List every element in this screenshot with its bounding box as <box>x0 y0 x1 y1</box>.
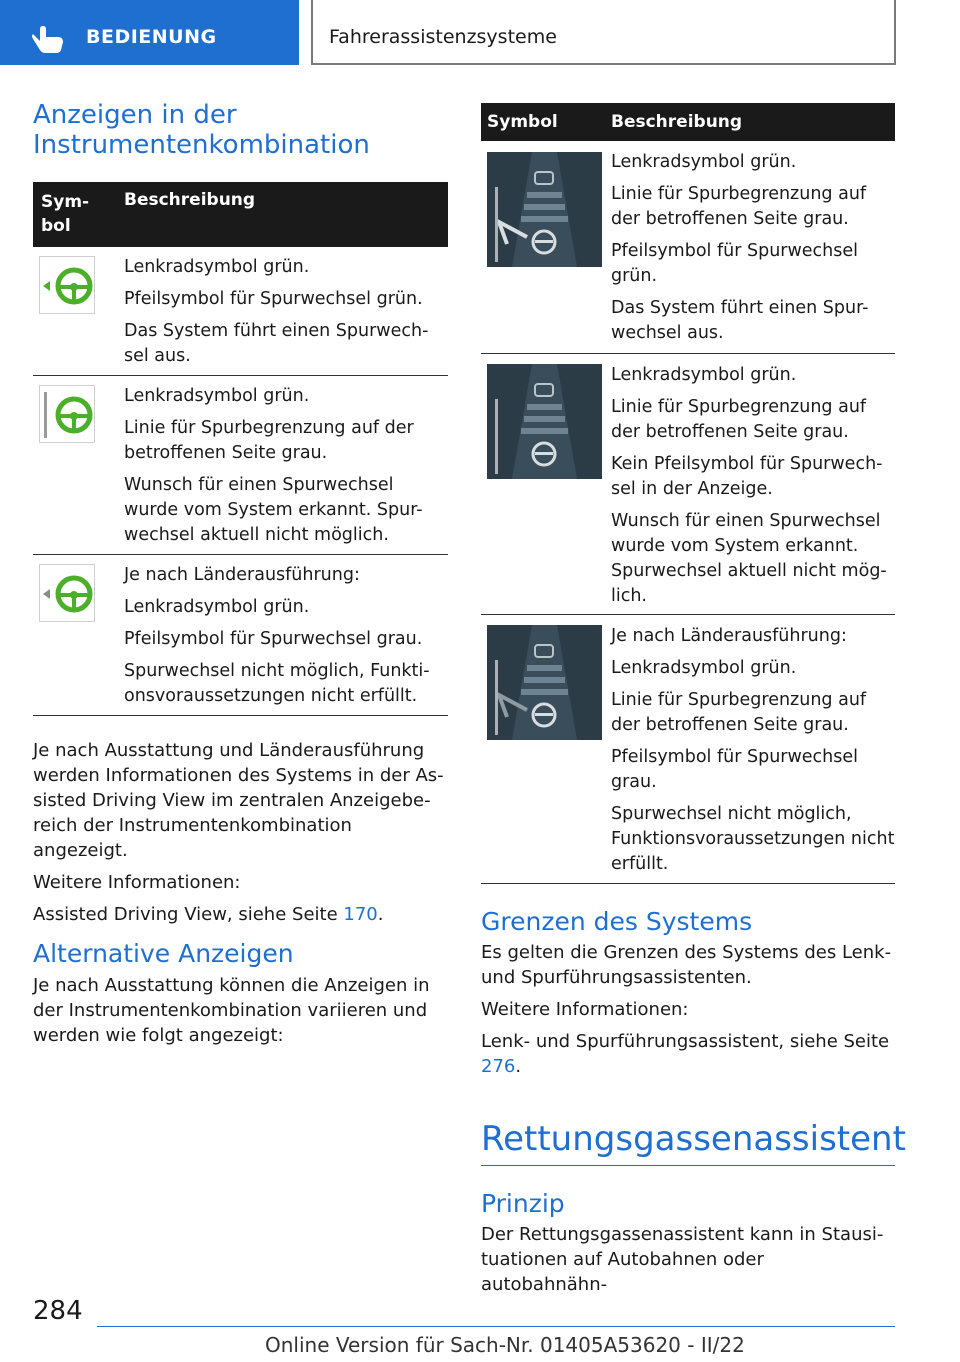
table-row: Lenkradsymbol grün. Linie für Spurbegrenzung auf der betroffenen Seite grau. Kein Pfeilsymbol für Spurwech-sel in der Anzeige. Wunsch für einen Spurwechsel wurde vom System erkannt. Spurwechsel aktuell nicht mög-lich. <box>481 354 895 615</box>
page-link[interactable]: 170 <box>343 904 378 925</box>
section-tab[interactable] <box>0 0 299 65</box>
subheading: Prinzip <box>481 1189 565 1218</box>
page-number: 284 <box>33 1296 83 1326</box>
table-row: Lenkradsymbol grün. Linie für Spurbegrenzung auf der betroffenen Seite grau. Wunsch für einen Spurwechsel wurde vom System erkannt. Spur-wechsel aktuell nicht möglich. <box>33 376 448 555</box>
paragraph: Lenk- und Spurführungsassistent, siehe Seite 276. <box>481 1031 890 1077</box>
table-row: Je nach Länderausführung: Lenkradsymbol grün. Pfeilsymbol für Spurwechsel grau. Spurwechsel nicht möglich, Funkti-onsvoraussetzungen nicht erfüllt. <box>33 555 448 716</box>
paragraph: Je nach Ausstattung und Länderausführung werden Informationen des Systems in der As-sisted Driving View im zentralen Anzeigebe-reich der Instrumentenkombination angezeigt. <box>33 740 444 861</box>
paragraph: Je nach Ausstattung können die Anzeigen in der Instrumentenkombination variieren und werden wie folgt angezeigt: <box>33 975 430 1046</box>
prinzip-section <box>481 1188 895 1304</box>
section-heading: Anzeigen in der Instrumentenkombination <box>33 100 370 160</box>
table-header: Sym- bol Beschreibung <box>33 182 448 247</box>
steering-wheel-lane-icon <box>39 385 95 443</box>
assisted-view-lane-change-icon <box>487 152 602 267</box>
table-header <box>481 103 895 141</box>
paragraph: Der Rettungsgassenassistent kann in Stausi-tuationen auf Autobahnen oder autobahnähn- <box>481 1224 884 1295</box>
right-body <box>481 906 895 1086</box>
header-symbol: Sym- <box>41 192 90 212</box>
right-symbol-table <box>481 103 895 884</box>
subheading: Alternative Anzeigen <box>33 939 294 968</box>
footer-text: Online Version für Sach-Nr. 01405A53620 - II/22 <box>265 1333 745 1357</box>
paragraph: Es gelten die Grenzen des Systems des Lenk- und Spurführungsassistenten. <box>481 942 892 988</box>
chapter-heading: Rettungsgassenassistent <box>481 1119 906 1159</box>
header-description: Beschreibung <box>124 190 256 210</box>
steering-wheel-grey-arrow-icon <box>39 564 95 622</box>
steering-wheel-arrow-icon <box>39 256 95 314</box>
paragraph: Weitere Informationen: <box>33 872 241 893</box>
assisted-view-grey-arrow-icon <box>487 625 602 740</box>
subheading: Grenzen des Systems <box>481 907 753 936</box>
footer-divider <box>97 1326 895 1327</box>
header-description: Beschreibung <box>611 112 743 132</box>
left-symbol-table <box>33 182 448 716</box>
chapter-title: Fahrerassistenzsysteme <box>329 26 557 48</box>
paragraph: Assisted Driving View, siehe Seite 170. <box>33 904 384 925</box>
paragraph: Weitere Informationen: <box>481 999 689 1020</box>
assisted-view-lane-line-icon <box>487 364 602 479</box>
table-row: Lenkradsymbol grün. Pfeilsymbol für Spurwechsel grün. Das System führt einen Spurwech-sel aus. <box>33 247 448 376</box>
left-column <box>33 100 448 160</box>
section-title: BEDIENUNG <box>86 26 217 48</box>
left-body <box>33 738 448 1055</box>
header-symbol: Symbol <box>487 112 558 132</box>
hand-pointer-icon <box>30 24 66 54</box>
table-row: Je nach Länderausführung: Lenkradsymbol grün. Linie für Spurbegrenzung auf der betroffenen Seite grau. Pfeilsymbol für Spurwechsel grau. Spurwechsel nicht möglich, Funktionsvoraussetzungen nicht erfüllt. <box>481 615 895 884</box>
table-row: Lenkradsymbol grün. Linie für Spurbegrenzung auf der betroffenen Seite grau. Pfeilsymbol für Spurwechsel grün. Das System führt einen Spur-wechsel aus. <box>481 141 895 354</box>
chapter-heading-block <box>481 1118 906 1166</box>
chapter-box <box>311 0 896 65</box>
page-link[interactable]: 276 <box>481 1056 516 1077</box>
